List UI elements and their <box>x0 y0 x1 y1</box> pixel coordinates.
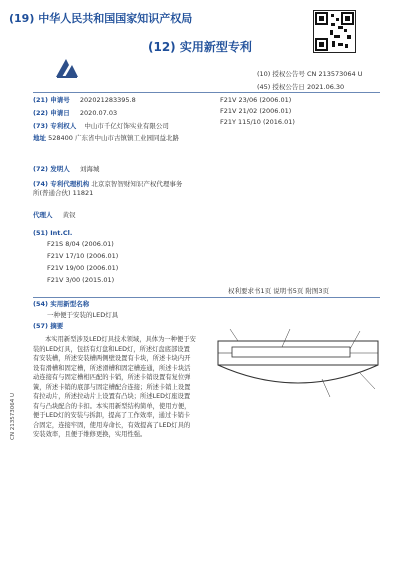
bib-value: 中山市千亿灯饰实业有限公司 <box>84 122 169 130</box>
application-date <box>33 109 117 118</box>
application-number <box>33 96 136 105</box>
bib-value: 黄钗 <box>62 211 76 219</box>
bib-value: 2020.07.03 <box>79 109 118 117</box>
abstract-text: 本实用新型涉及LED灯具技术领域，具体为一种便于安装的LED灯具，包括有灯盘和LED灯，所述灯盘底部设置有安装槽，所述安装槽两侧壁设置有卡块，所述卡块内开设有滑槽和固定槽，所述滑槽和固定槽连通，所述卡块活动连接有与固定槽相匹配的卡销，所述卡销设置有复位弹簧，所述卡销的底部与固定槽配合连接；所述卡销上设置有拉动片，所述拉动片上设置有凸块；所述LED灯座设置有与凸块配合的卡扣。本实用新型结构简单，使用方便，便于LED灯的安装与拆卸，提高了工作效率，通过卡销卡合固定，连接牢固，使用寿命长，有效提高了LED灯具的安装效率，且便于维修更换，实用性强。 <box>33 336 196 438</box>
int-cl-title: (51) Int.Cl. <box>33 229 73 237</box>
utility-model-title: 一种便于安装的LED灯具 <box>47 311 119 319</box>
int-cl-item: F21S 8/04 (2006.01) <box>47 240 114 248</box>
document-type: (12) 实用新型专利 <box>148 40 252 54</box>
bib-value: 528400 广东省中山市古镇镇工业园同益北路 <box>48 134 179 142</box>
section-divider <box>33 297 380 298</box>
address <box>33 134 183 143</box>
bib-label: 代理人 <box>33 211 53 219</box>
int-cl-item: F21V 3/00 (2015.01) <box>47 276 115 284</box>
inventor <box>33 165 99 174</box>
bib-value: 202021283395.8 <box>79 96 136 104</box>
qr-code-icon <box>313 10 356 53</box>
int-cl-item: F21V 17/10 (2006.01) <box>47 252 119 260</box>
header-divider <box>33 92 380 93</box>
bib-value: 刘海城 <box>79 165 100 173</box>
bib-value: 北京京智智财知识产权代理事务所(普通合伙) 11821 <box>33 180 183 197</box>
classification-item: F21V 23/06 (2006.01) <box>220 96 292 104</box>
abstract-drawing <box>210 323 380 405</box>
publication-date: (45) 授权公告日 2021.06.30 <box>257 83 345 91</box>
agent <box>33 211 76 220</box>
bib-label: (73) 专利权人 <box>33 122 77 130</box>
classification-item: F21Y 115/10 (2016.01) <box>220 118 295 126</box>
bib-label: (21) 申请号 <box>33 96 70 104</box>
patentee <box>33 122 169 131</box>
publication-number: (10) 授权公告号 CN 213573064 U <box>257 70 363 78</box>
abstract-label: (57) 摘要 <box>33 322 64 330</box>
office-name: (19) 中华人民共和国国家知识产权局 <box>9 12 193 25</box>
claims-pages-note: 权利要求书1页 说明书5页 附图3页 <box>228 287 330 295</box>
bib-label: (22) 申请日 <box>33 109 70 117</box>
int-cl-item: F21V 19/00 (2006.01) <box>47 264 119 272</box>
bib-label: (72) 发明人 <box>33 165 70 173</box>
bib-label: 地址 <box>33 134 46 142</box>
patent-agency <box>33 180 183 198</box>
side-document-code: CN 213573064 U <box>10 393 16 440</box>
cnipa-logo-icon <box>54 57 80 79</box>
classification-item: F21V 21/02 (2006.01) <box>220 107 292 115</box>
title-label: (54) 实用新型名称 <box>33 300 90 308</box>
bib-label: (74) 专利代理机构 <box>33 180 90 188</box>
